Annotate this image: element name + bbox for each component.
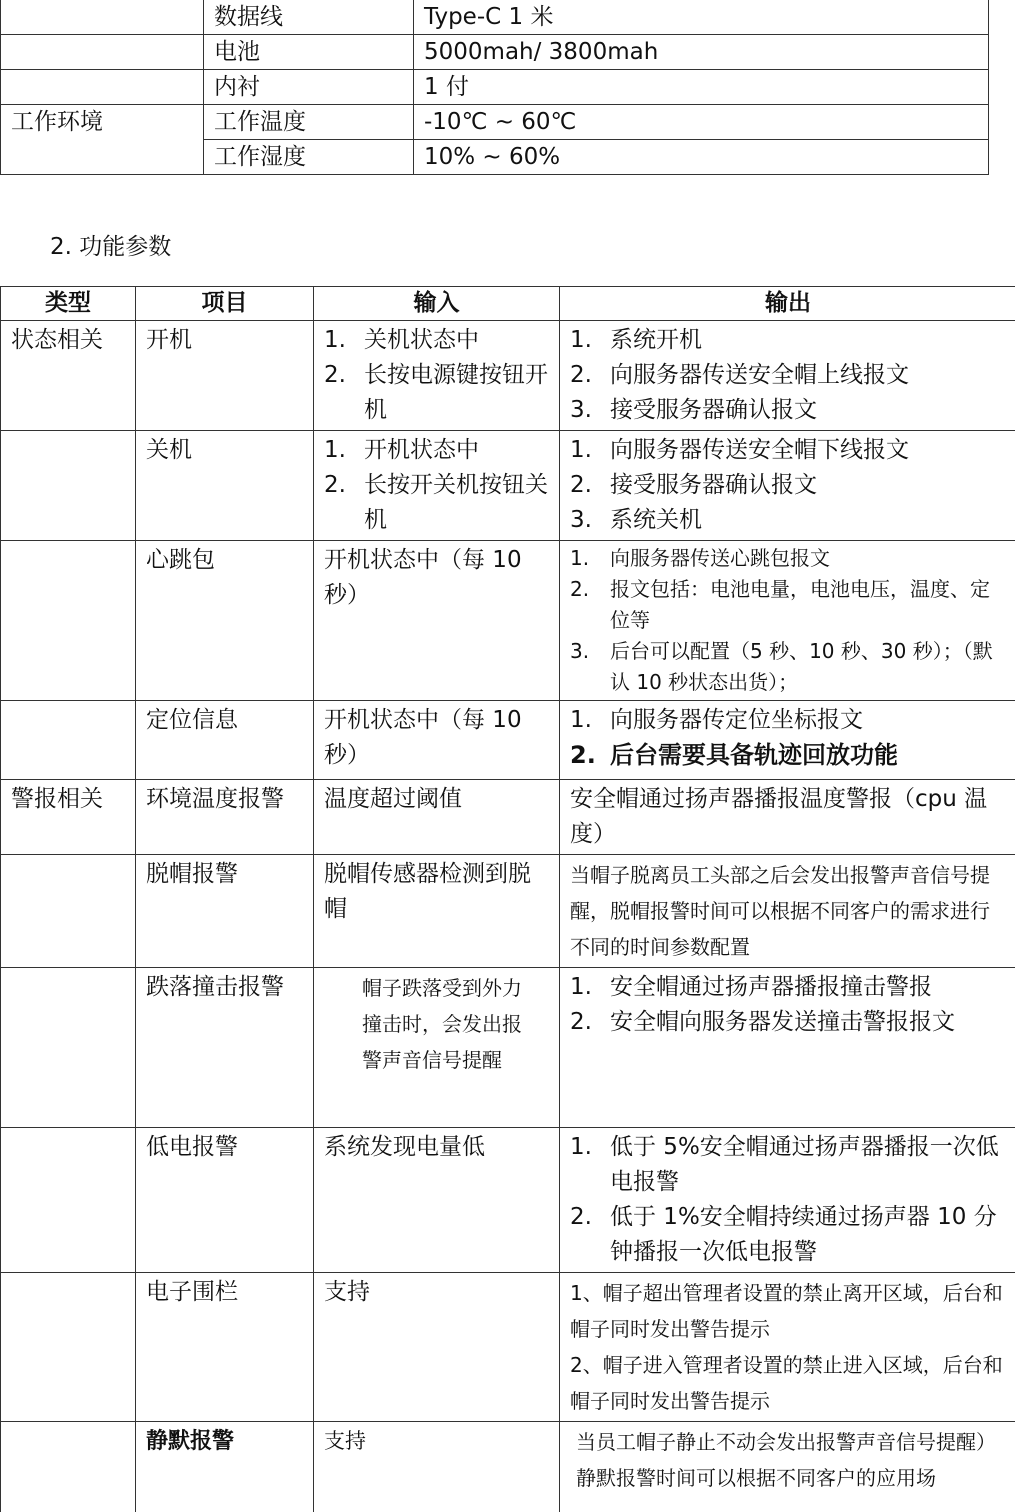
list-number: 3. bbox=[570, 503, 600, 538]
list-item: 3. 系统关机 bbox=[570, 503, 1006, 538]
list-number: 2. bbox=[570, 738, 600, 773]
list-item: 3. 接受服务器确认报文 bbox=[570, 393, 1006, 428]
output-cell: 安全帽通过扬声器播报温度警报（cpu 温度） bbox=[560, 780, 1015, 855]
output-cell bbox=[560, 701, 1015, 780]
type-cell: 状态相关 bbox=[1, 321, 136, 431]
output-cell bbox=[560, 321, 1015, 431]
input-cell: 开机状态中（每 10 秒） bbox=[314, 701, 560, 780]
input-list bbox=[324, 323, 549, 428]
output-list bbox=[570, 703, 1006, 773]
list-number: 2. bbox=[324, 468, 354, 503]
list-item: 2. 低于 1%安全帽持续通过扬声器 10 分钟播报一次低电报警 bbox=[570, 1200, 1006, 1270]
output-cell bbox=[560, 968, 1015, 1128]
list-item: 1. 向服务器传送心跳包报文 bbox=[570, 543, 1006, 574]
list-number: 2. bbox=[570, 574, 600, 605]
output-list bbox=[570, 970, 1006, 1040]
table-header-row bbox=[1, 287, 1015, 321]
list-item: 1. 关机状态中 bbox=[324, 323, 549, 358]
output-cell bbox=[560, 1128, 1015, 1273]
input-cell: 系统发现电量低 bbox=[314, 1128, 560, 1273]
spec-value: 5000mah/ 3800mah bbox=[414, 35, 989, 70]
input-cell: 帽子跌落受到外力撞击时，会发出报警声音信号提醒 bbox=[314, 968, 560, 1128]
item-cell: 跌落撞击报警 bbox=[136, 968, 314, 1128]
spec-value: 1 付 bbox=[414, 70, 989, 105]
list-item: 1. 向服务器传定位坐标报文 bbox=[570, 703, 1006, 738]
table-row bbox=[1, 35, 989, 70]
table-row bbox=[1, 70, 989, 105]
type-cell bbox=[1, 1422, 136, 1512]
list-number: 1. bbox=[570, 543, 600, 574]
list-number: 3. bbox=[570, 636, 600, 667]
header-output: 输出 bbox=[560, 287, 1015, 321]
output-list bbox=[570, 433, 1006, 538]
list-item: 1. 安全帽通过扬声器播报撞击警报 bbox=[570, 970, 1006, 1005]
header-input: 输入 bbox=[314, 287, 560, 321]
type-cell bbox=[1, 1273, 136, 1422]
list-item: 1. 开机状态中 bbox=[324, 433, 549, 468]
list-number: 2. bbox=[570, 468, 600, 503]
type-cell bbox=[1, 701, 136, 780]
section-heading: 2. 功能参数 bbox=[50, 232, 171, 262]
table-row bbox=[1, 431, 1015, 541]
list-number: 1. bbox=[570, 703, 600, 738]
list-number: 1. bbox=[570, 433, 600, 468]
list-item: 1. 系统开机 bbox=[570, 323, 1006, 358]
list-item: 2. 后台需要具备轨迹回放功能 bbox=[570, 738, 1006, 773]
input-cell bbox=[314, 431, 560, 541]
list-item: 1. 向服务器传送安全帽下线报文 bbox=[570, 433, 1006, 468]
output-cell bbox=[560, 1273, 1015, 1422]
output-list bbox=[570, 1130, 1006, 1270]
list-number: 2. bbox=[570, 1005, 600, 1040]
output-line: 1、帽子超出管理者设置的禁止离开区域，后台和帽子同时发出警告提示 bbox=[570, 1275, 1006, 1347]
table-row bbox=[1, 1273, 1015, 1422]
spec-value: 10% ~ 60% bbox=[414, 140, 989, 175]
spec-category bbox=[1, 140, 204, 175]
output-list bbox=[570, 543, 1006, 698]
table-row bbox=[1, 321, 1015, 431]
type-cell bbox=[1, 855, 136, 968]
output-cell: 当帽子脱离员工头部之后会发出报警声音信号提醒，脱帽报警时间可以根据不同客户的需求进行不同的时间参数配置 bbox=[560, 855, 1015, 968]
table-row bbox=[1, 780, 1015, 855]
item-cell: 静默报警 bbox=[136, 1422, 314, 1512]
spec-category bbox=[1, 35, 204, 70]
list-number: 1. bbox=[570, 1130, 600, 1165]
list-number: 1. bbox=[570, 970, 600, 1005]
input-cell: 脱帽传感器检测到脱帽 bbox=[314, 855, 560, 968]
header-item: 项目 bbox=[136, 287, 314, 321]
list-item: 2. 接受服务器确认报文 bbox=[570, 468, 1006, 503]
list-number: 3. bbox=[570, 393, 600, 428]
input-cell bbox=[314, 321, 560, 431]
list-item: 2. 长按开关机按钮关机 bbox=[324, 468, 549, 538]
table-row bbox=[1, 1422, 1015, 1512]
table-row bbox=[1, 1128, 1015, 1273]
type-cell: 警报相关 bbox=[1, 780, 136, 855]
list-number: 1. bbox=[324, 433, 354, 468]
spec-value: Type-C 1 米 bbox=[414, 0, 989, 35]
spec-item: 工作湿度 bbox=[204, 140, 414, 175]
list-number: 2. bbox=[570, 1200, 600, 1235]
list-item: 2. 报文包括：电池电量，电池电压，温度、定位等 bbox=[570, 574, 1006, 636]
table-row bbox=[1, 701, 1015, 780]
type-cell bbox=[1, 431, 136, 541]
output-list bbox=[570, 323, 1006, 428]
item-cell: 心跳包 bbox=[136, 541, 314, 701]
spec-category: 工作环境 bbox=[1, 105, 204, 140]
table-row bbox=[1, 541, 1015, 701]
spec-table bbox=[0, 0, 989, 175]
list-number: 2. bbox=[570, 358, 600, 393]
list-number: 1. bbox=[324, 323, 354, 358]
item-cell: 脱帽报警 bbox=[136, 855, 314, 968]
input-cell: 支持 bbox=[314, 1422, 560, 1512]
table-row bbox=[1, 140, 989, 175]
input-cell: 开机状态中（每 10 秒） bbox=[314, 541, 560, 701]
type-cell bbox=[1, 541, 136, 701]
input-cell: 温度超过阈值 bbox=[314, 780, 560, 855]
output-cell bbox=[560, 541, 1015, 701]
list-item: 3. 后台可以配置（5 秒、10 秒、30 秒）；（默认 10 秒状态出货）； bbox=[570, 636, 1006, 698]
spec-value: -10℃ ~ 60℃ bbox=[414, 105, 989, 140]
list-number: 1. bbox=[570, 323, 600, 358]
item-cell: 环境温度报警 bbox=[136, 780, 314, 855]
list-item: 2. 安全帽向服务器发送撞击警报报文 bbox=[570, 1005, 1006, 1040]
type-cell bbox=[1, 968, 136, 1128]
type-cell bbox=[1, 1128, 136, 1273]
spec-category bbox=[1, 0, 204, 35]
input-list bbox=[324, 433, 549, 538]
output-cell bbox=[560, 431, 1015, 541]
spec-category bbox=[1, 70, 204, 105]
list-item: 1. 低于 5%安全帽通过扬声器播报一次低电报警 bbox=[570, 1130, 1006, 1200]
header-type: 类型 bbox=[1, 287, 136, 321]
list-number: 2. bbox=[324, 358, 354, 393]
input-cell: 支持 bbox=[314, 1273, 560, 1422]
function-table bbox=[0, 286, 1015, 1512]
output-line: 2、帽子进入管理者设置的禁止进入区域，后台和帽子同时发出警告提示 bbox=[570, 1347, 1006, 1419]
list-item: 2. 向服务器传送安全帽上线报文 bbox=[570, 358, 1006, 393]
spec-item: 工作温度 bbox=[204, 105, 414, 140]
item-cell: 低电报警 bbox=[136, 1128, 314, 1273]
item-cell: 定位信息 bbox=[136, 701, 314, 780]
table-row bbox=[1, 968, 1015, 1128]
spec-item: 电池 bbox=[204, 35, 414, 70]
spec-item: 数据线 bbox=[204, 0, 414, 35]
table-row bbox=[1, 105, 989, 140]
table-row bbox=[1, 855, 1015, 968]
output-cell: 当员工帽子静止不动会发出报警声音信号提醒）静默报警时间可以根据不同客户的应用场 bbox=[560, 1422, 1015, 1512]
item-cell: 关机 bbox=[136, 431, 314, 541]
table-row bbox=[1, 0, 989, 35]
spec-item: 内衬 bbox=[204, 70, 414, 105]
item-cell: 电子围栏 bbox=[136, 1273, 314, 1422]
list-item: 2. 长按电源键按钮开机 bbox=[324, 358, 549, 428]
item-cell: 开机 bbox=[136, 321, 314, 431]
